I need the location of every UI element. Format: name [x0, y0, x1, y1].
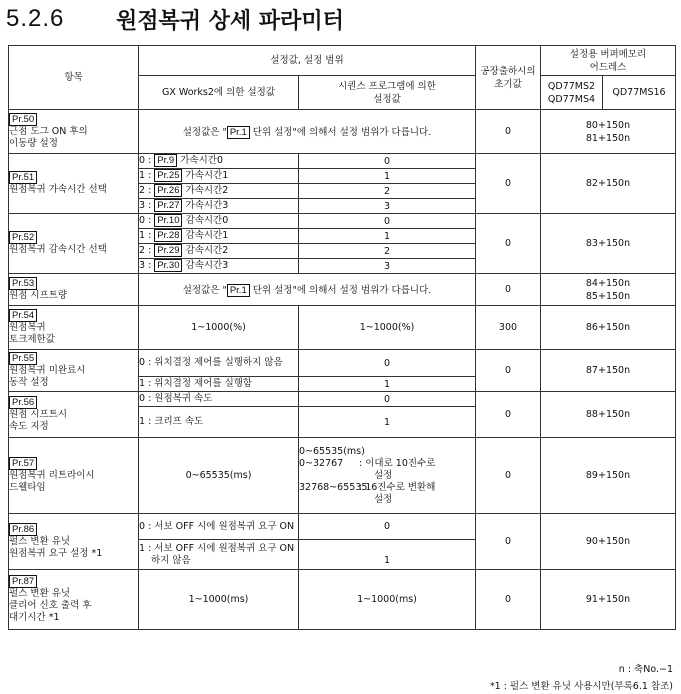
option: 3 : Pr.30 감속시간3	[139, 259, 299, 274]
buffer-address: 91+150n	[541, 570, 676, 630]
buffer-address: 80+150n 81+150n	[541, 110, 676, 154]
option: 0 : 서보 OFF 시에 원점복귀 요구 ON	[139, 514, 299, 540]
default-value: 0	[476, 570, 541, 630]
setting-desc: 설정값은 " Pr.1 단위 설정"에 의해서 설정 범위가 다릅니다.	[139, 110, 476, 154]
option-value: 1	[299, 540, 476, 570]
buffer-address: 87+150n	[541, 350, 676, 392]
option: 2 : Pr.29 감속시간2	[139, 244, 299, 259]
option-value: 0	[299, 214, 476, 229]
option-value: 0	[299, 392, 476, 407]
buffer-address: 90+150n	[541, 514, 676, 570]
option-value: 1	[299, 169, 476, 184]
gx-value: 1~1000(ms)	[139, 570, 299, 630]
table-row	[9, 350, 676, 377]
default-value: 0	[476, 438, 541, 514]
option: 1 : Pr.25 가속시간1	[139, 169, 299, 184]
header-factory: 공장출하시의 초기값	[476, 46, 541, 110]
default-value: 0	[476, 214, 541, 274]
footnote-axis: n : 축No.−1	[618, 664, 673, 675]
option: 0 : 원점복귀 속도	[139, 392, 299, 407]
option-value: 2	[299, 244, 476, 259]
item-pr52: Pr.52 원점복귀 감속시간 선택	[9, 214, 139, 274]
seq-value: 0~65535(ms) 0~32767 : 이대로 10진수로 설정 32768~65535 : 16진수로 변환해 설정	[299, 438, 476, 514]
option: 1 : 크리프 속도	[139, 407, 299, 438]
default-value: 0	[476, 350, 541, 392]
header-item: 항목	[9, 46, 139, 110]
option: 1 : 위치결정 제어를 실행함	[139, 377, 299, 392]
option-value: 0	[299, 350, 476, 377]
default-value: 0	[476, 110, 541, 154]
table-row	[9, 214, 676, 229]
option-value: 2	[299, 184, 476, 199]
header-setting-range: 설정값, 설정 범위	[139, 46, 476, 76]
seq-value: 1~1000(ms)	[299, 570, 476, 630]
default-value: 0	[476, 392, 541, 438]
header-sequence: 시퀀스 프로그램에 의한 설정값	[299, 76, 476, 110]
header-model-b: QD77MS16	[603, 76, 676, 110]
default-value: 0	[476, 274, 541, 306]
buffer-address: 88+150n	[541, 392, 676, 438]
section-title: 원점복귀 상세 파라미터	[116, 8, 344, 34]
parameter-table	[8, 45, 676, 630]
gx-value: 1~1000(%)	[139, 306, 299, 350]
default-value: 300	[476, 306, 541, 350]
section-number: 5.2.6	[6, 5, 65, 32]
seq-value: 1~1000(%)	[299, 306, 476, 350]
item-pr55: Pr.55 원점복귀 미완료시 동작 설정	[9, 350, 139, 392]
buffer-address: 84+150n 85+150n	[541, 274, 676, 306]
item-pr51: Pr.51 원점복귀 가속시간 선택	[9, 154, 139, 214]
buffer-address: 83+150n	[541, 214, 676, 274]
buffer-address: 89+150n	[541, 438, 676, 514]
option-value: 1	[299, 377, 476, 392]
page-title	[6, 4, 344, 34]
option: 1 : Pr.28 감속시간1	[139, 229, 299, 244]
setting-desc: 설정값은 " Pr.1 단위 설정"에 의해서 설정 범위가 다릅니다.	[139, 274, 476, 306]
default-value: 0	[476, 514, 541, 570]
option: 0 : Pr.9 가속시간0	[139, 154, 299, 169]
item-pr86: Pr.86 펄스 변환 유닛 원점복귀 요구 설정 *1	[9, 514, 139, 570]
header-gx-works: GX Works2에 의한 설정값	[139, 76, 299, 110]
param-code: Pr.50	[9, 113, 37, 126]
option: 3 : Pr.27 가속시간3	[139, 199, 299, 214]
item-pr54: Pr.54 원점복귀 토크제한값	[9, 306, 139, 350]
header-buffer: 설정용 버퍼메모리 어드레스	[541, 46, 676, 76]
table-row	[9, 274, 676, 306]
item-pr87: Pr.87 펄스 변환 유닛 클리어 신호 출력 후 대기시간 *1	[9, 570, 139, 630]
item-pr57: Pr.57 원점복귀 리트라이시 드웰타임	[9, 438, 139, 514]
option-value: 3	[299, 199, 476, 214]
table-row	[9, 110, 676, 154]
item-pr56: Pr.56 원점 시프트시 속도 지정	[9, 392, 139, 438]
item-pr53: Pr.53 원점 시프트량	[9, 274, 139, 306]
param-ref: Pr.1	[227, 126, 250, 139]
table-row	[9, 392, 676, 407]
default-value: 0	[476, 154, 541, 214]
table-row	[9, 154, 676, 169]
item-pr50: Pr.50 근점 도그 ON 후의 이동량 설정	[9, 110, 139, 154]
buffer-address: 86+150n	[541, 306, 676, 350]
table-row	[9, 306, 676, 350]
table-row	[9, 438, 676, 514]
option-value: 0	[299, 154, 476, 169]
option: 0 : 위치결정 제어를 실행하지 않음	[139, 350, 299, 377]
table-row	[9, 570, 676, 630]
gx-value: 0~65535(ms)	[139, 438, 299, 514]
option-value: 1	[299, 407, 476, 438]
option: 0 : Pr.10 감속시간0	[139, 214, 299, 229]
option: 2 : Pr.26 가속시간2	[139, 184, 299, 199]
footnote-1: *1 : 펄스 변환 유닛 사용시만(부록6.1 참조)	[489, 681, 673, 692]
header-model-a: QD77MS2 QD77MS4	[541, 76, 603, 110]
option-value: 0	[299, 514, 476, 540]
option: 1 : 서보 OFF 시에 원점복귀 요구 ON 하지 않음	[139, 540, 299, 570]
option-value: 3	[299, 259, 476, 274]
option-value: 1	[299, 229, 476, 244]
buffer-address: 82+150n	[541, 154, 676, 214]
table-row	[9, 514, 676, 540]
